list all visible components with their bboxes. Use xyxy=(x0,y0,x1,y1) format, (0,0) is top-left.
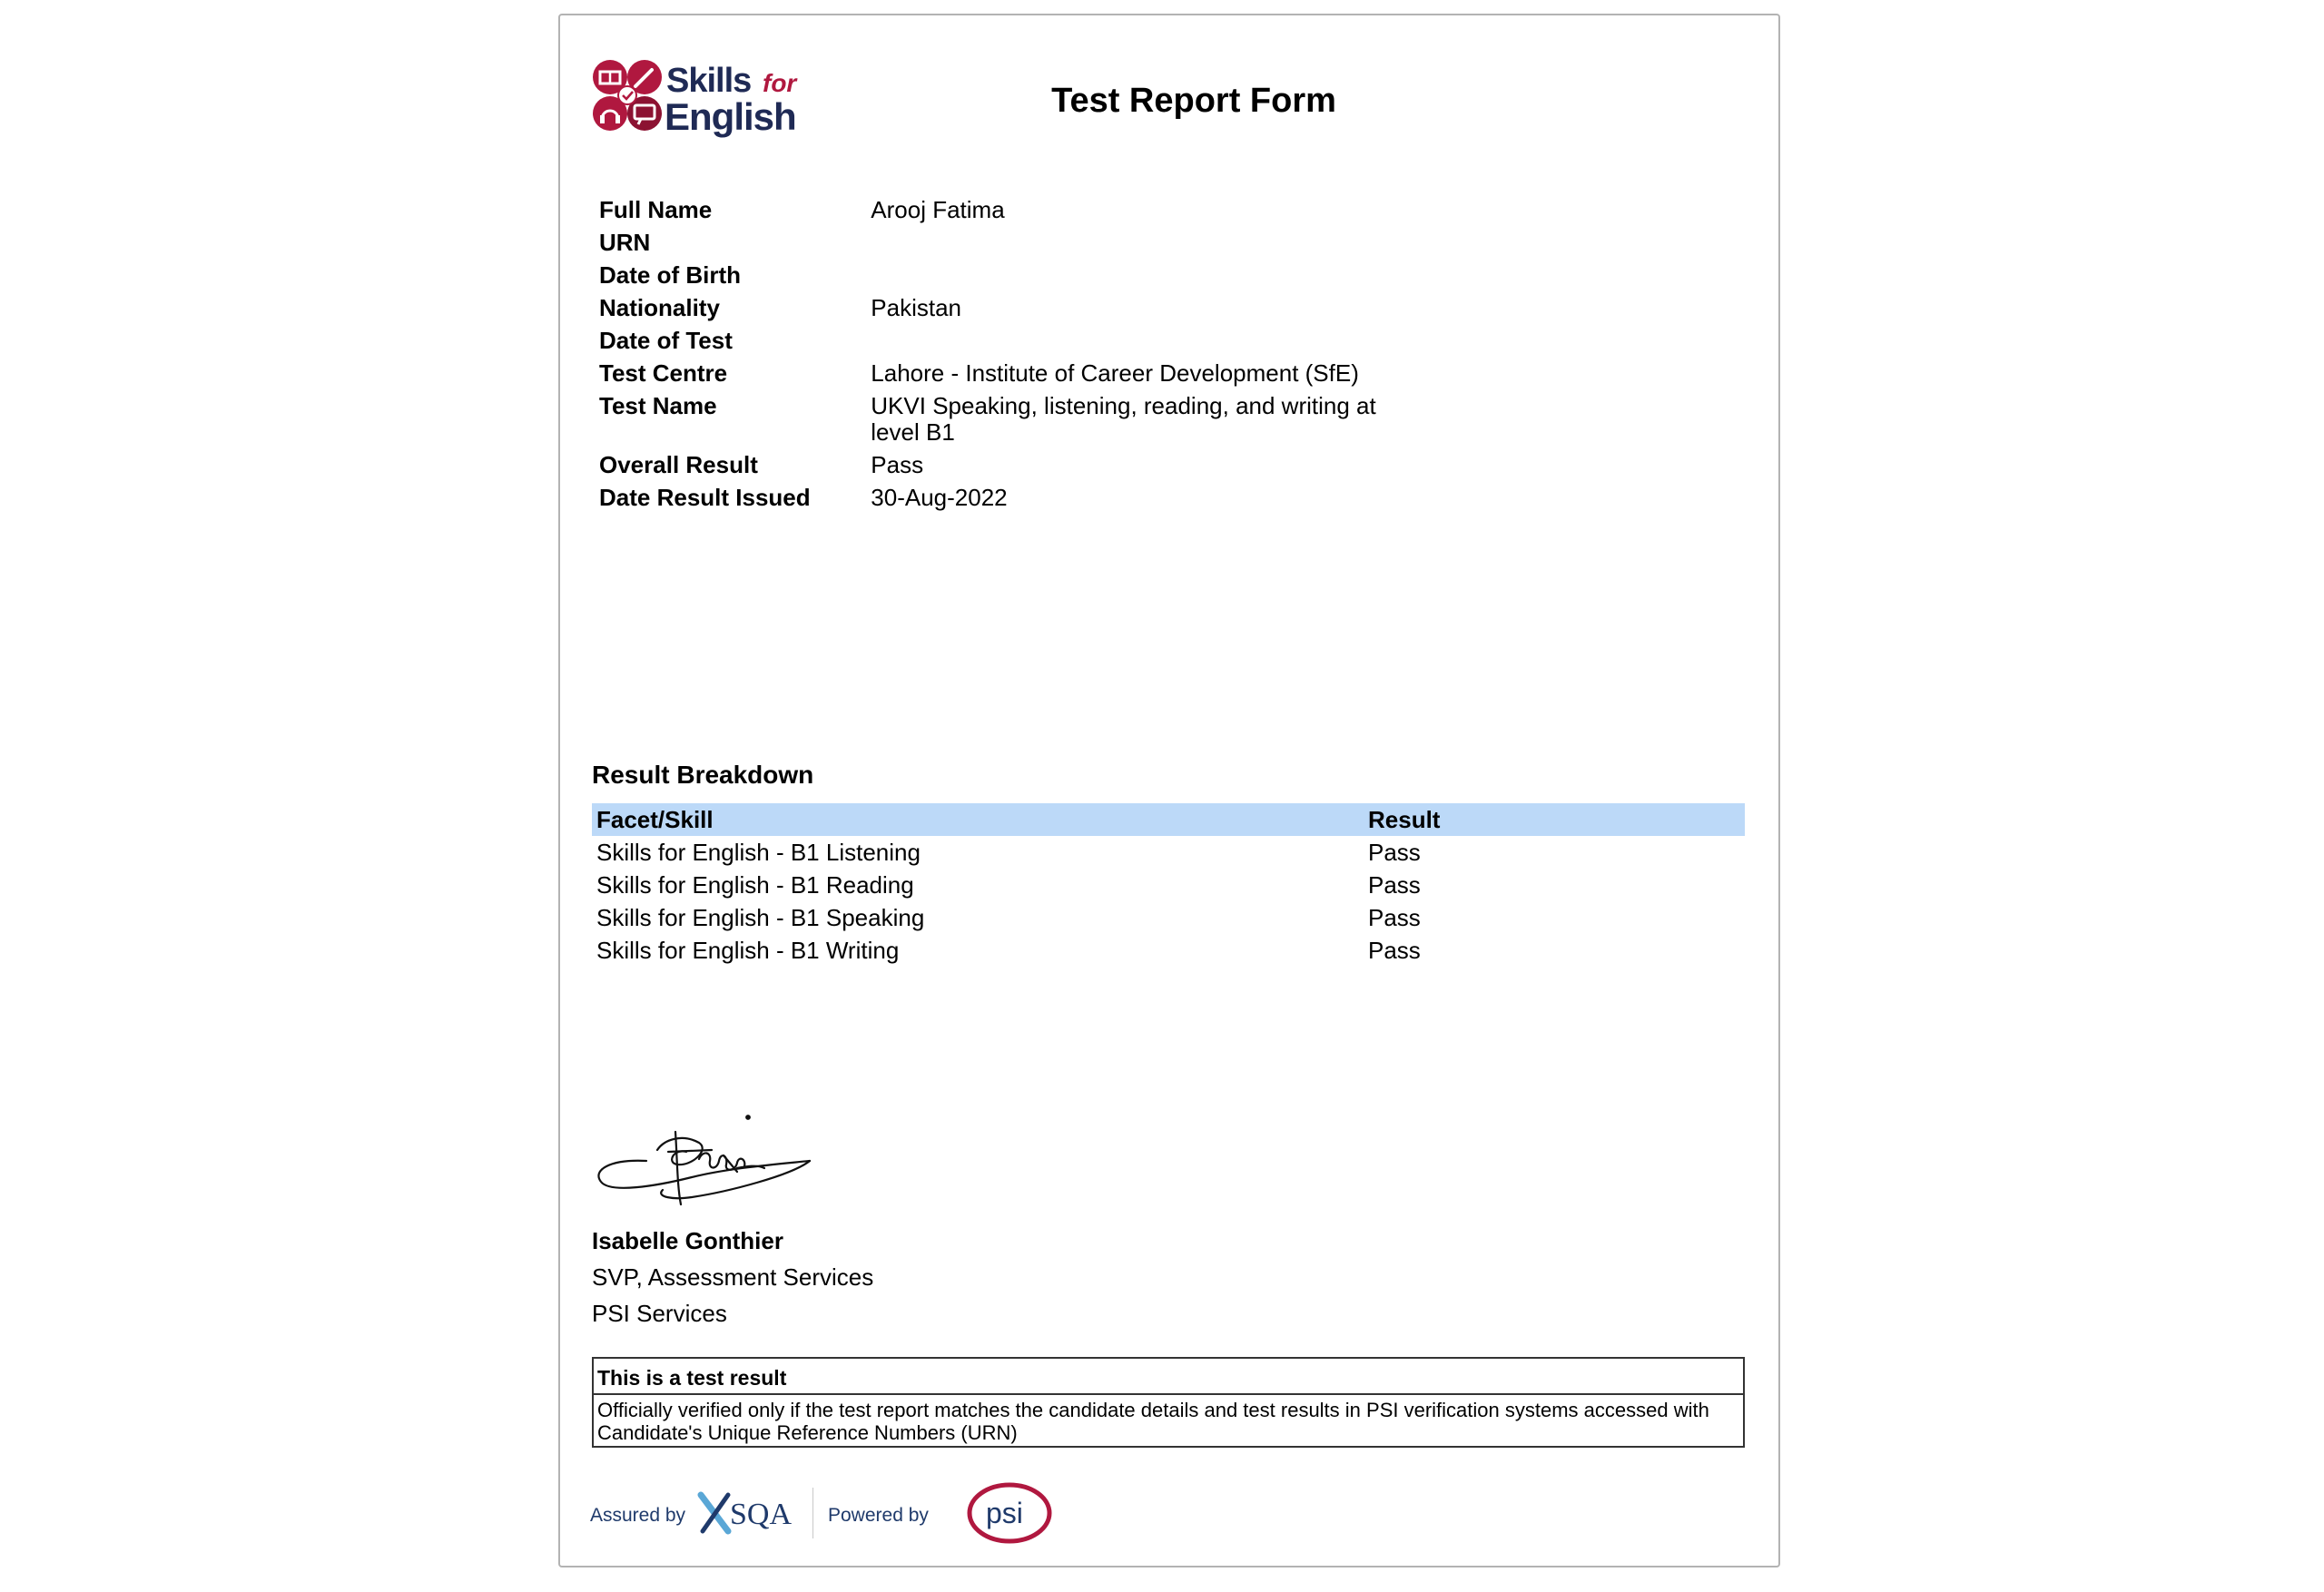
powered-by-label: Powered by xyxy=(828,1505,929,1526)
detail-label: Test Name xyxy=(599,392,717,419)
signatory-name: Isabelle Gonthier xyxy=(592,1227,783,1254)
table-row xyxy=(592,836,1745,869)
result-breakdown-heading: Result Breakdown xyxy=(592,761,814,789)
detail-row xyxy=(599,485,1416,517)
detail-row xyxy=(599,328,1416,360)
signatory-block xyxy=(592,1223,1137,1332)
table-row xyxy=(592,869,1745,901)
facet-cell: Skills for English - B1 Writing xyxy=(596,937,900,964)
table-row xyxy=(592,934,1745,967)
detail-label: Nationality xyxy=(599,294,720,321)
logo-text-skills: Skills xyxy=(666,62,752,100)
result-cell: Pass xyxy=(1368,871,1421,899)
detail-value xyxy=(871,262,1416,295)
detail-value xyxy=(871,328,1416,360)
report-page xyxy=(558,14,1780,1567)
detail-label: Test Centre xyxy=(599,359,728,387)
sqa-logo-text: SQA xyxy=(730,1498,793,1531)
detail-label: Date of Birth xyxy=(599,261,741,289)
detail-value xyxy=(871,230,1416,262)
column-header-result: Result xyxy=(1368,806,1441,833)
handwritten-signature xyxy=(592,1096,819,1214)
detail-label: Overall Result xyxy=(599,451,758,478)
facet-cell: Skills for English - B1 Speaking xyxy=(596,904,925,931)
column-header-facet: Facet/Skill xyxy=(596,806,714,833)
detail-row xyxy=(599,393,1416,452)
facet-cell: Skills for English - B1 Listening xyxy=(596,839,921,866)
detail-row xyxy=(599,360,1416,393)
detail-value: 30-Aug-2022 xyxy=(871,484,1008,511)
table-row xyxy=(592,901,1745,934)
detail-value: UKVI Speaking, listening, reading, and writing at level B1 xyxy=(871,392,1376,446)
detail-value: Pass xyxy=(871,451,924,478)
result-cell: Pass xyxy=(1368,937,1421,964)
footer-divider xyxy=(812,1488,813,1538)
detail-label: Date Result Issued xyxy=(599,484,811,511)
psi-logo-text: psi xyxy=(986,1497,1023,1529)
facet-cell: Skills for English - B1 Reading xyxy=(596,871,914,899)
logo-icon-cluster xyxy=(593,60,662,131)
signatory-role: SVP, Assessment Services xyxy=(592,1263,874,1291)
table-header-row xyxy=(592,803,1745,836)
detail-label: Full Name xyxy=(599,196,713,223)
signatory-organisation: PSI Services xyxy=(592,1300,727,1327)
detail-value: Pakistan xyxy=(871,294,962,321)
notice-heading: This is a test result xyxy=(594,1359,1743,1395)
result-cell: Pass xyxy=(1368,839,1421,866)
sqa-logo xyxy=(697,1484,799,1542)
detail-row xyxy=(599,452,1416,485)
detail-row xyxy=(599,197,1416,230)
detail-value: Arooj Fatima xyxy=(871,196,1005,223)
logo-text-english: English xyxy=(665,95,796,138)
result-cell: Pass xyxy=(1368,904,1421,931)
detail-label: URN xyxy=(599,229,651,256)
detail-row xyxy=(599,230,1416,262)
skills-for-english-logo xyxy=(590,57,817,139)
verification-notice xyxy=(592,1357,1745,1448)
result-breakdown-table xyxy=(592,803,1745,967)
assured-by-label: Assured by xyxy=(590,1505,686,1526)
detail-row xyxy=(599,295,1416,328)
logo-text-for: for xyxy=(763,69,797,97)
detail-value: Lahore - Institute of Career Development (SfE) xyxy=(871,359,1359,387)
psi-logo xyxy=(964,1480,1055,1546)
notice-body: Officially verified only if the test report matches the candidate details and test results in PSI verification systems accessed with Candidate's Unique Reference Numbers (URN) xyxy=(597,1399,1709,1444)
footer-logos xyxy=(590,1479,1080,1551)
page-title: Test Report Form xyxy=(1051,82,1336,120)
candidate-details-table xyxy=(599,197,1416,517)
detail-label: Date of Test xyxy=(599,327,733,354)
detail-row xyxy=(599,262,1416,295)
